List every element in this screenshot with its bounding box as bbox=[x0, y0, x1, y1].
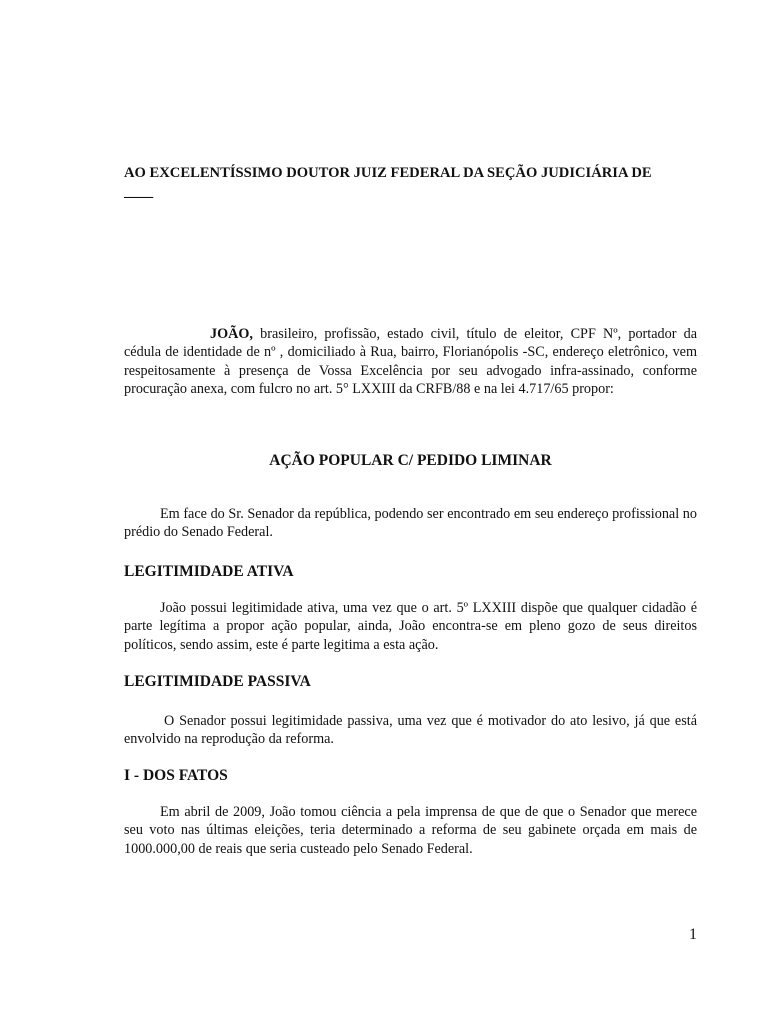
section-text-dos-fatos: Em abril de 2009, João tomou ciência a pela imprensa de que de que o Senador que merece seu voto nas últimas eleições, teria determinado a reforma de seu gabinete orçada em mais de 1000.000,00 de reais que seria custeado pelo Senado Federal. bbox=[124, 804, 697, 857]
page-number: 1 bbox=[689, 926, 697, 943]
section-text-legitimidade-passiva: O Senador possui legitimidade passiva, uma vez que é motivador do ato lesivo, já que está envolvido na reprodução da reforma. bbox=[124, 713, 697, 748]
section-heading-dos-fatos: I - DOS FATOS bbox=[124, 767, 228, 784]
action-title: AÇÃO POPULAR C/ PEDIDO LIMINAR bbox=[269, 452, 552, 469]
plaintiff-name: JOÃO, bbox=[210, 326, 253, 342]
addressee-header bbox=[124, 164, 697, 202]
addressee-line-1: AO EXCELENTÍSSIMO DOUTOR JUIZ FEDERAL DA SEÇÃO JUDICIÁRIA DE bbox=[124, 165, 652, 181]
section-heading-legitimidade-passiva: LEGITIMIDADE PASSIVA bbox=[124, 673, 311, 690]
qualification-paragraph bbox=[124, 325, 697, 398]
addressee-line-2: ____ bbox=[124, 184, 154, 200]
defendant-paragraph: Em face do Sr. Senador da república, podendo ser encontrado em seu endereço profissional no prédio do Senado Federal. bbox=[124, 506, 697, 541]
section-heading-legitimidade-ativa: LEGITIMIDADE ATIVA bbox=[124, 563, 294, 580]
qualification-text: brasileiro, profissão, estado civil, título de eleitor, CPF Nº, portador da cédula de identidade de nº , domiciliado à Rua, bairro, Florianópolis -SC, endereço eletrônico, vem respeitosamente à presença de Vossa Excelência por seu advogado infra-assinado, conforme procuração anexa, com fulcro no art. 5° LXXIII da CRFB/88 e na lei 4.717/65 propor: bbox=[124, 326, 697, 397]
section-text-legitimidade-ativa: João possui legitimidade ativa, uma vez que o art. 5º LXXIII dispõe que qualquer cidadão é parte legítima a propor ação popular, ainda, João encontra-se em pleno gozo de seus direitos políticos, sendo assim, este é parte legitima a esta ação. bbox=[124, 600, 697, 653]
